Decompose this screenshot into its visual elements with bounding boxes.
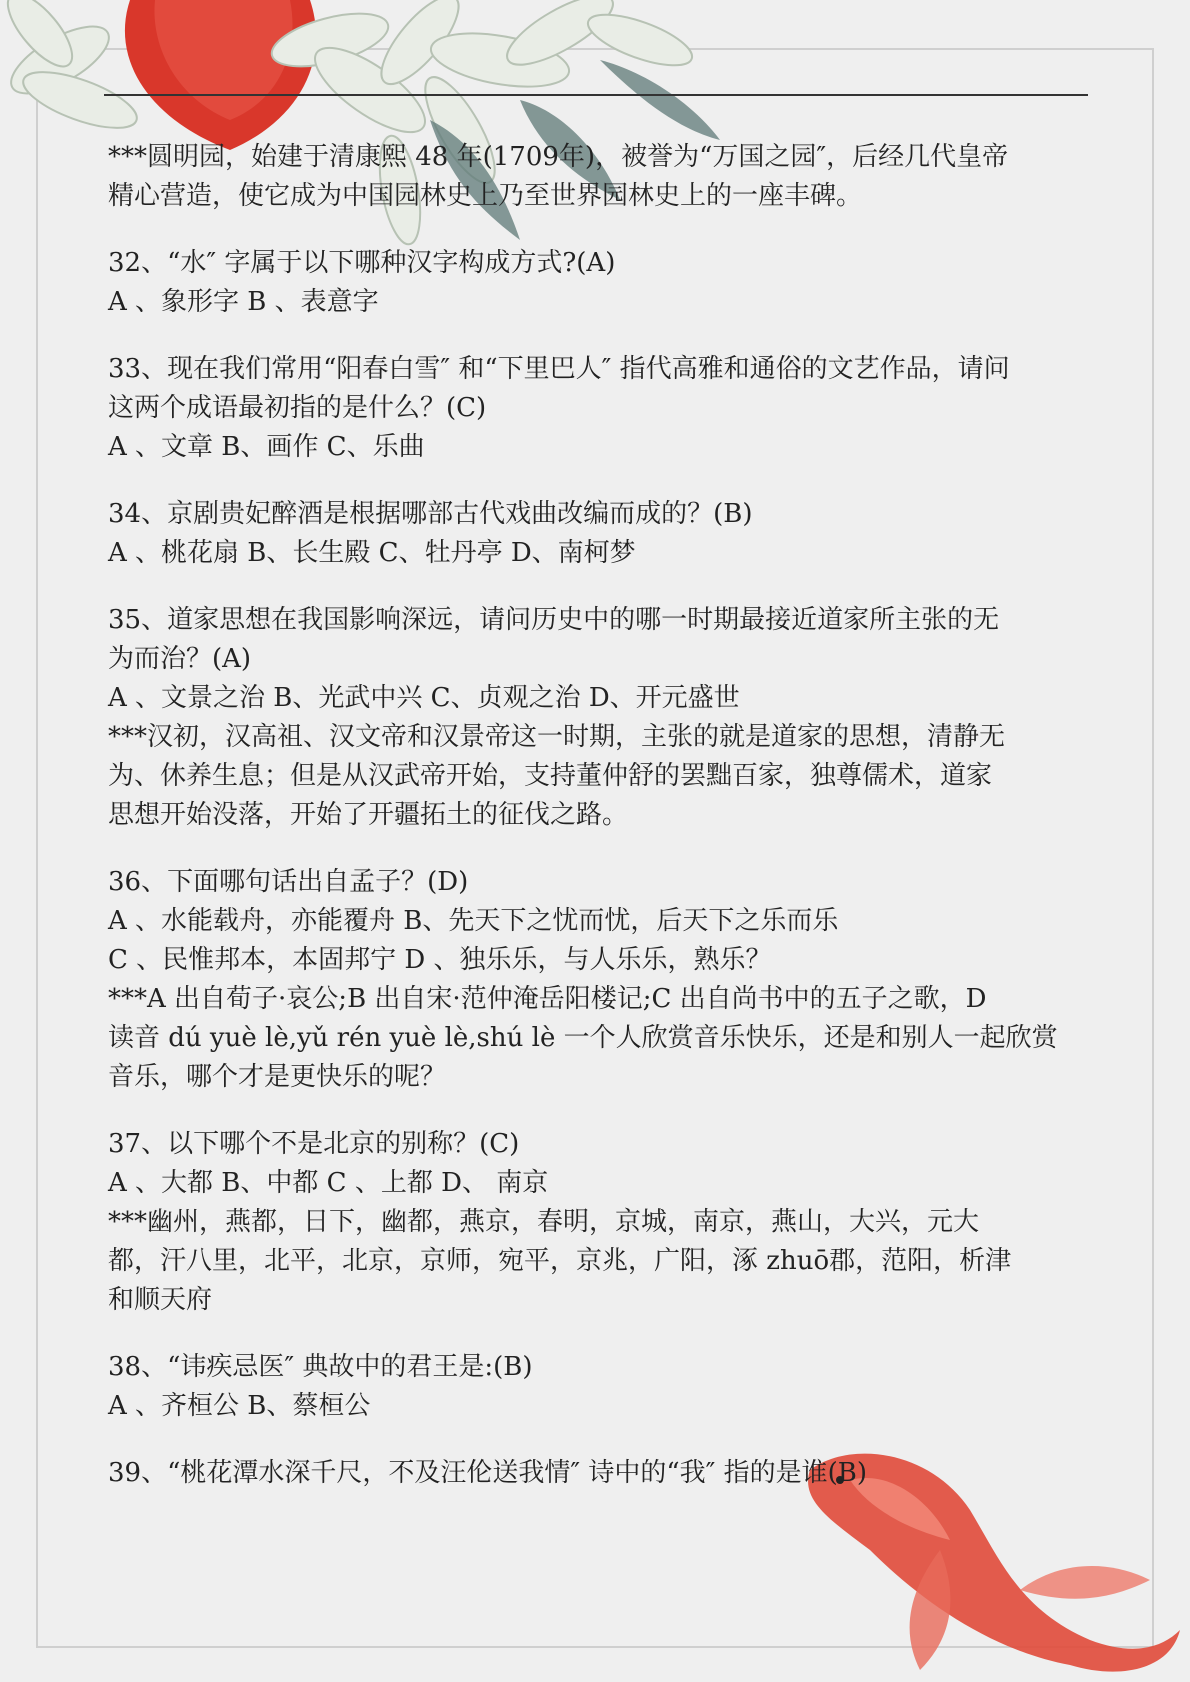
question-block	[108, 350, 1118, 467]
text-line: 34、京剧贵妃醉酒是根据哪部古代戏曲改编而成的？(B)	[108, 499, 753, 529]
text-line: C 、民惟邦本，本固邦宁 D 、独乐乐，与人乐乐，熟乐？	[108, 945, 772, 975]
text-line: 35、道家思想在我国影响深远，请问历史中的哪一时期最接近道家所主张的无	[108, 605, 1000, 635]
text-line: A 、齐桓公 B、蔡桓公	[108, 1391, 371, 1421]
question-block	[108, 1125, 1118, 1320]
text-line: 32、“水″ 字属于以下哪种汉字构成方式?(A)	[108, 248, 616, 278]
text-line: 为而治？(A)	[108, 644, 252, 674]
text-line: 读音 dú yuè lè,yǔ rén yuè lè,shú lè 一个人欣赏音乐快乐，还是和别人一起欣赏	[108, 1023, 1058, 1053]
question-block	[108, 1348, 1118, 1426]
text-line: ***汉初，汉高祖、汉文帝和汉景帝这一时期，主张的就是道家的思想，清静无	[108, 722, 1006, 752]
text-line: 33、现在我们常用“阳春白雪″ 和“下里巴人″ 指代高雅和通俗的文艺作品，请问	[108, 354, 1010, 384]
question-block	[108, 863, 1118, 1097]
text-line: 和顺天府	[108, 1285, 213, 1315]
question-block	[108, 244, 1118, 322]
text-line: 为、休养生息；但是从汉武帝开始，支持董仲舒的罢黜百家，独尊儒术，道家	[108, 761, 993, 791]
question-block	[108, 601, 1118, 835]
question-block	[108, 495, 1118, 573]
question-block	[108, 1454, 1118, 1493]
text-line: 精心营造，使它成为中国园林史上乃至世界园林史上的一座丰碑。	[108, 181, 863, 211]
question-block	[108, 138, 1118, 216]
text-line: A 、象形字 B 、表意字	[108, 287, 379, 317]
text-line: 思想开始没落，开始了开疆拓土的征伐之路。	[108, 800, 629, 830]
text-line: A 、文章 B、画作 C、乐曲	[108, 432, 425, 462]
text-line: ***幽州，燕都，日下，幽都，燕京，春明，京城，南京，燕山，大兴，元大	[108, 1207, 980, 1237]
text-line: A 、文景之治 B、光武中兴 C、贞观之治 D、开元盛世	[108, 683, 740, 713]
red-lantern-icon	[125, 0, 316, 150]
top-rule	[104, 94, 1088, 96]
text-line: A 、桃花扇 B、长生殿 C、牡丹亭 D、南柯梦	[108, 538, 636, 568]
text-line: 37、以下哪个不是北京的别称？(C)	[108, 1129, 520, 1159]
text-line: ***A 出自荀子·哀公;B 出自宋·范仲淹岳阳楼记;C 出自尚书中的五子之歌，D	[108, 984, 987, 1014]
text-line: 音乐，哪个才是更快乐的呢？	[108, 1062, 447, 1092]
text-line: 这两个成语最初指的是什么？(C)	[108, 393, 487, 423]
text-line: A 、大都 B、中都 C 、上都 D、 南京	[108, 1168, 549, 1198]
text-line: ***圆明园，始建于清康熙 48 年(1709年)，被誉为“万国之园″，后经几代皇帝	[108, 142, 1009, 172]
text-line: 38、“讳疾忌医″ 典故中的君王是:(B)	[108, 1352, 533, 1382]
document-body	[108, 138, 1118, 1521]
text-line: A 、水能载舟，亦能覆舟 B、先天下之忧而忧，后天下之乐而乐	[108, 906, 839, 936]
text-line: 36、下面哪句话出自孟子？(D)	[108, 867, 469, 897]
text-line: 都，汗八里，北平，北京，京师，宛平，京兆，广阳，涿 zhuō郡，范阳，析津	[108, 1246, 1012, 1276]
text-line: 39、“桃花潭水深千尺，不及汪伦送我情″ 诗中的“我″ 指的是谁(B)	[108, 1458, 868, 1488]
